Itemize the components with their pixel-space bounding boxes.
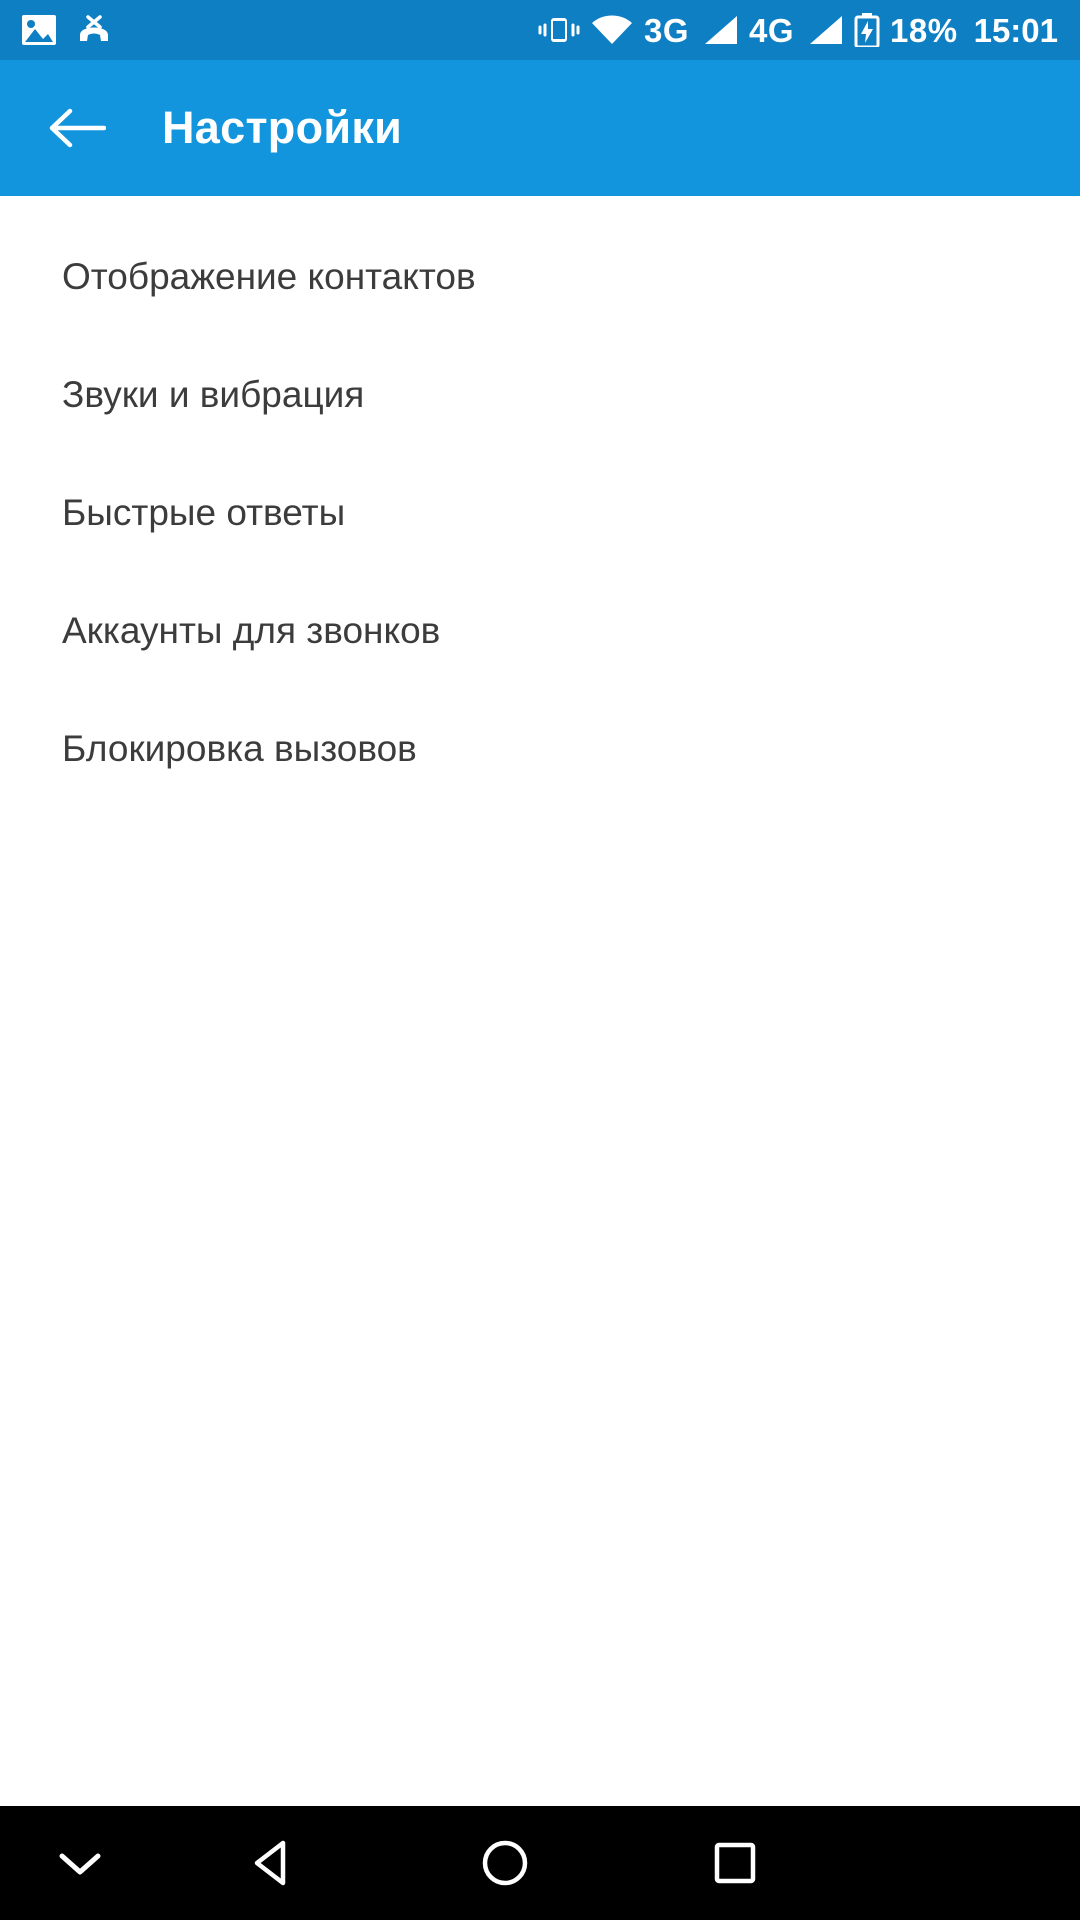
status-bar-clock: 15:01 [973, 11, 1058, 49]
sidebar-item-calling-accounts[interactable] [0, 572, 1080, 690]
nav-home-button[interactable] [390, 1806, 620, 1920]
sidebar-item-contact-display[interactable] [0, 218, 1080, 336]
triangle-back-icon [249, 1837, 301, 1889]
status-bar-right-icons [538, 13, 1058, 47]
chevron-down-icon [56, 1848, 104, 1878]
list-item-label: Блокировка вызовов [62, 727, 417, 769]
circle-home-icon [479, 1837, 531, 1889]
sidebar-item-quick-replies[interactable] [0, 454, 1080, 572]
status-bar-left-icons [22, 15, 108, 45]
status-bar [0, 0, 1080, 60]
nav-back-button[interactable] [160, 1806, 390, 1920]
signal-bars-2-icon [804, 14, 844, 46]
navigation-bar [0, 1806, 1080, 1920]
signal-bars-1-icon [699, 14, 739, 46]
battery-percent: 18% [890, 11, 958, 49]
vibrate-icon [538, 15, 580, 45]
sidebar-item-call-blocking[interactable] [0, 690, 1080, 808]
nav-spacer [850, 1806, 1080, 1920]
settings-list [0, 196, 1080, 1806]
list-item-label: Аккаунты для звонков [62, 609, 441, 651]
wifi-icon [590, 14, 634, 46]
network-type-1: 3G [643, 11, 689, 49]
missed-call-icon [74, 15, 108, 45]
list-item-label: Звуки и вибрация [62, 373, 365, 415]
battery-charging-icon [854, 13, 880, 47]
back-button[interactable] [44, 95, 110, 161]
hide-navbar-button[interactable] [0, 1806, 160, 1920]
app-bar [0, 60, 1080, 196]
list-item-label: Отображение контактов [62, 255, 476, 297]
sidebar-item-sounds-vibration[interactable] [0, 336, 1080, 454]
page-title: Настройки [162, 102, 403, 153]
back-arrow-icon [48, 107, 106, 149]
network-type-2: 4G [749, 11, 795, 49]
square-recents-icon [709, 1837, 761, 1889]
list-item-label: Быстрые ответы [62, 491, 346, 533]
image-icon [22, 15, 56, 45]
nav-recents-button[interactable] [620, 1806, 850, 1920]
